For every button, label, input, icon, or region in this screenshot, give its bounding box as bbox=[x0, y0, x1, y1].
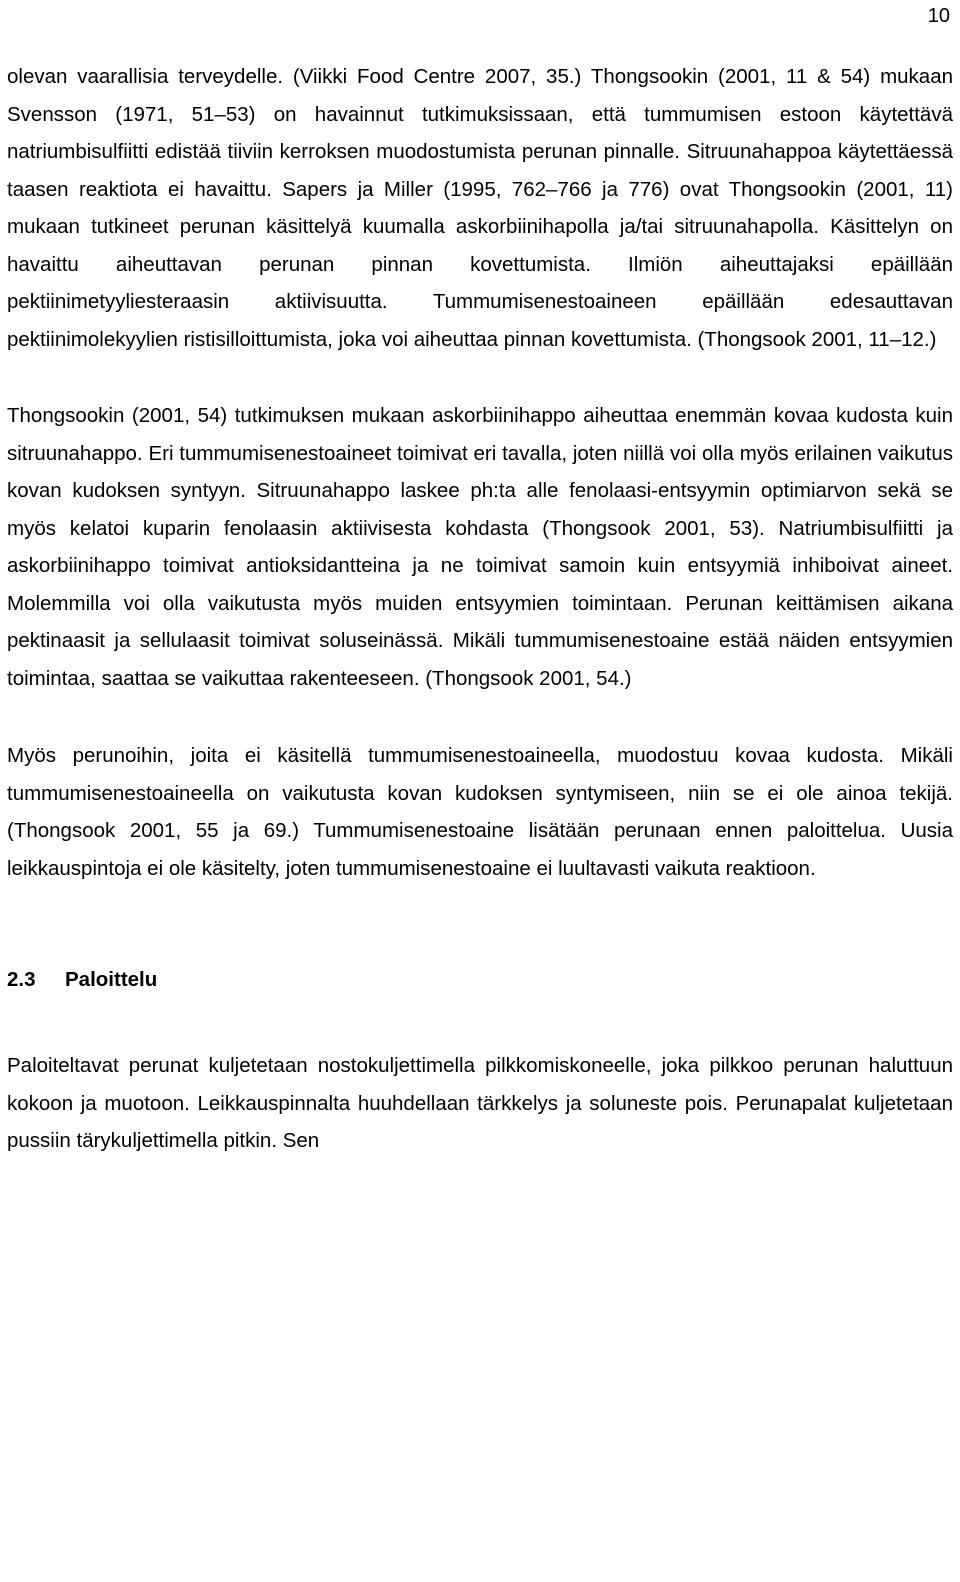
paragraph-3: Myös perunoihin, joita ei käsitellä tummumisenestoaineella, muodostuu kovaa kudosta. Mikäli tummumisenestoaineella on vaikutusta kovan kudoksen syntymiseen, niin se ei ole ainoa tekijä. (Thongsook 2001, 55 ja 69.) Tummumisenestoaine lisätään perunaan ennen paloittelua. Uusia leikkauspintoja ei ole käsitelty, joten tummumisenestoaine ei luultavasti vaikuta reaktioon. bbox=[7, 744, 953, 880]
section-paragraph: Paloiteltavat perunat kuljetetaan nostokuljettimella pilkkomiskoneelle, joka pilkkoo perunan haluttuun kokoon ja muotoon. Leikkauspinnalta huuhdellaan tärkkelys ja soluneste pois. Perunapalat kuljetetaan pussiin tärykuljettimella pitkin. Sen bbox=[7, 1054, 953, 1152]
paragraph-1: olevan vaarallisia terveydelle. (Viikki Food Centre 2007, 35.) Thongsookin (2001, 11 & 54) mukaan Svensson (1971, 51–53) on havainnut tutkimuksissaan, että tummumisen estoon käytettävä natriumbisulfiitti edistää tiiviin kerroksen muodostumista perunan pinnalle. Sitruunahappoa käytettäessä taasen reaktiota ei havaittu. Sapers ja Miller (1995, 762–766 ja 776) ovat Thongsookin (2001, 11) mukaan tutkineet perunan käsittelyä kuumalla askorbiinihapolla ja/tai sitruunahapolla. Käsittelyn on havaittu aiheuttavan perunan pinnan kovettumista. Ilmiön aiheuttajaksi epäillään pektiinimetyyliesteraasin aktiivisuutta. Tummumisenestoaineen epäillään edesauttavan pektiinimolekyylien ristisilloittumista, joka voi aiheuttaa pinnan kovettumista. (Thongsook 2001, 11–12.) bbox=[7, 65, 953, 351]
paragraph-2: Thongsookin (2001, 54) tutkimuksen mukaan askorbiinihappo aiheuttaa enemmän kovaa kudosta kuin sitruunahappo. Eri tummumisenestoaineet toimivat eri tavalla, joten niillä voi olla myös erilainen vaikutus kovan kudoksen syntyyn. Sitruunahappo laskee ph:ta alle fenolaasi-entsyymin optimiarvon sekä se myös kelatoi kuparin fenolaasin aktiivisesta kohdasta (Thongsook 2001, 53). Natriumbisulfiitti ja askorbiinihappo toimivat antioksidantteina ja ne toimivat samoin kuin entsyymiä inhiboivat aineet. Molemmilla voi olla vaikutusta myös muiden entsyymien toimintaan. Perunan keittämisen aikana pektinaasit ja sellulaasit toimivat soluseinässä. Mikäli tummumisenestoaine estää näiden entsyymien toimintaa, saattaa se vaikuttaa rakenteeseen. (Thongsook 2001, 54.) bbox=[7, 404, 953, 690]
section-heading bbox=[7, 965, 953, 995]
section-title: Paloittelu bbox=[65, 968, 158, 991]
section-number: 2.3 bbox=[7, 968, 36, 991]
page-number: 10 bbox=[927, 5, 950, 27]
document-body bbox=[7, 58, 953, 1160]
